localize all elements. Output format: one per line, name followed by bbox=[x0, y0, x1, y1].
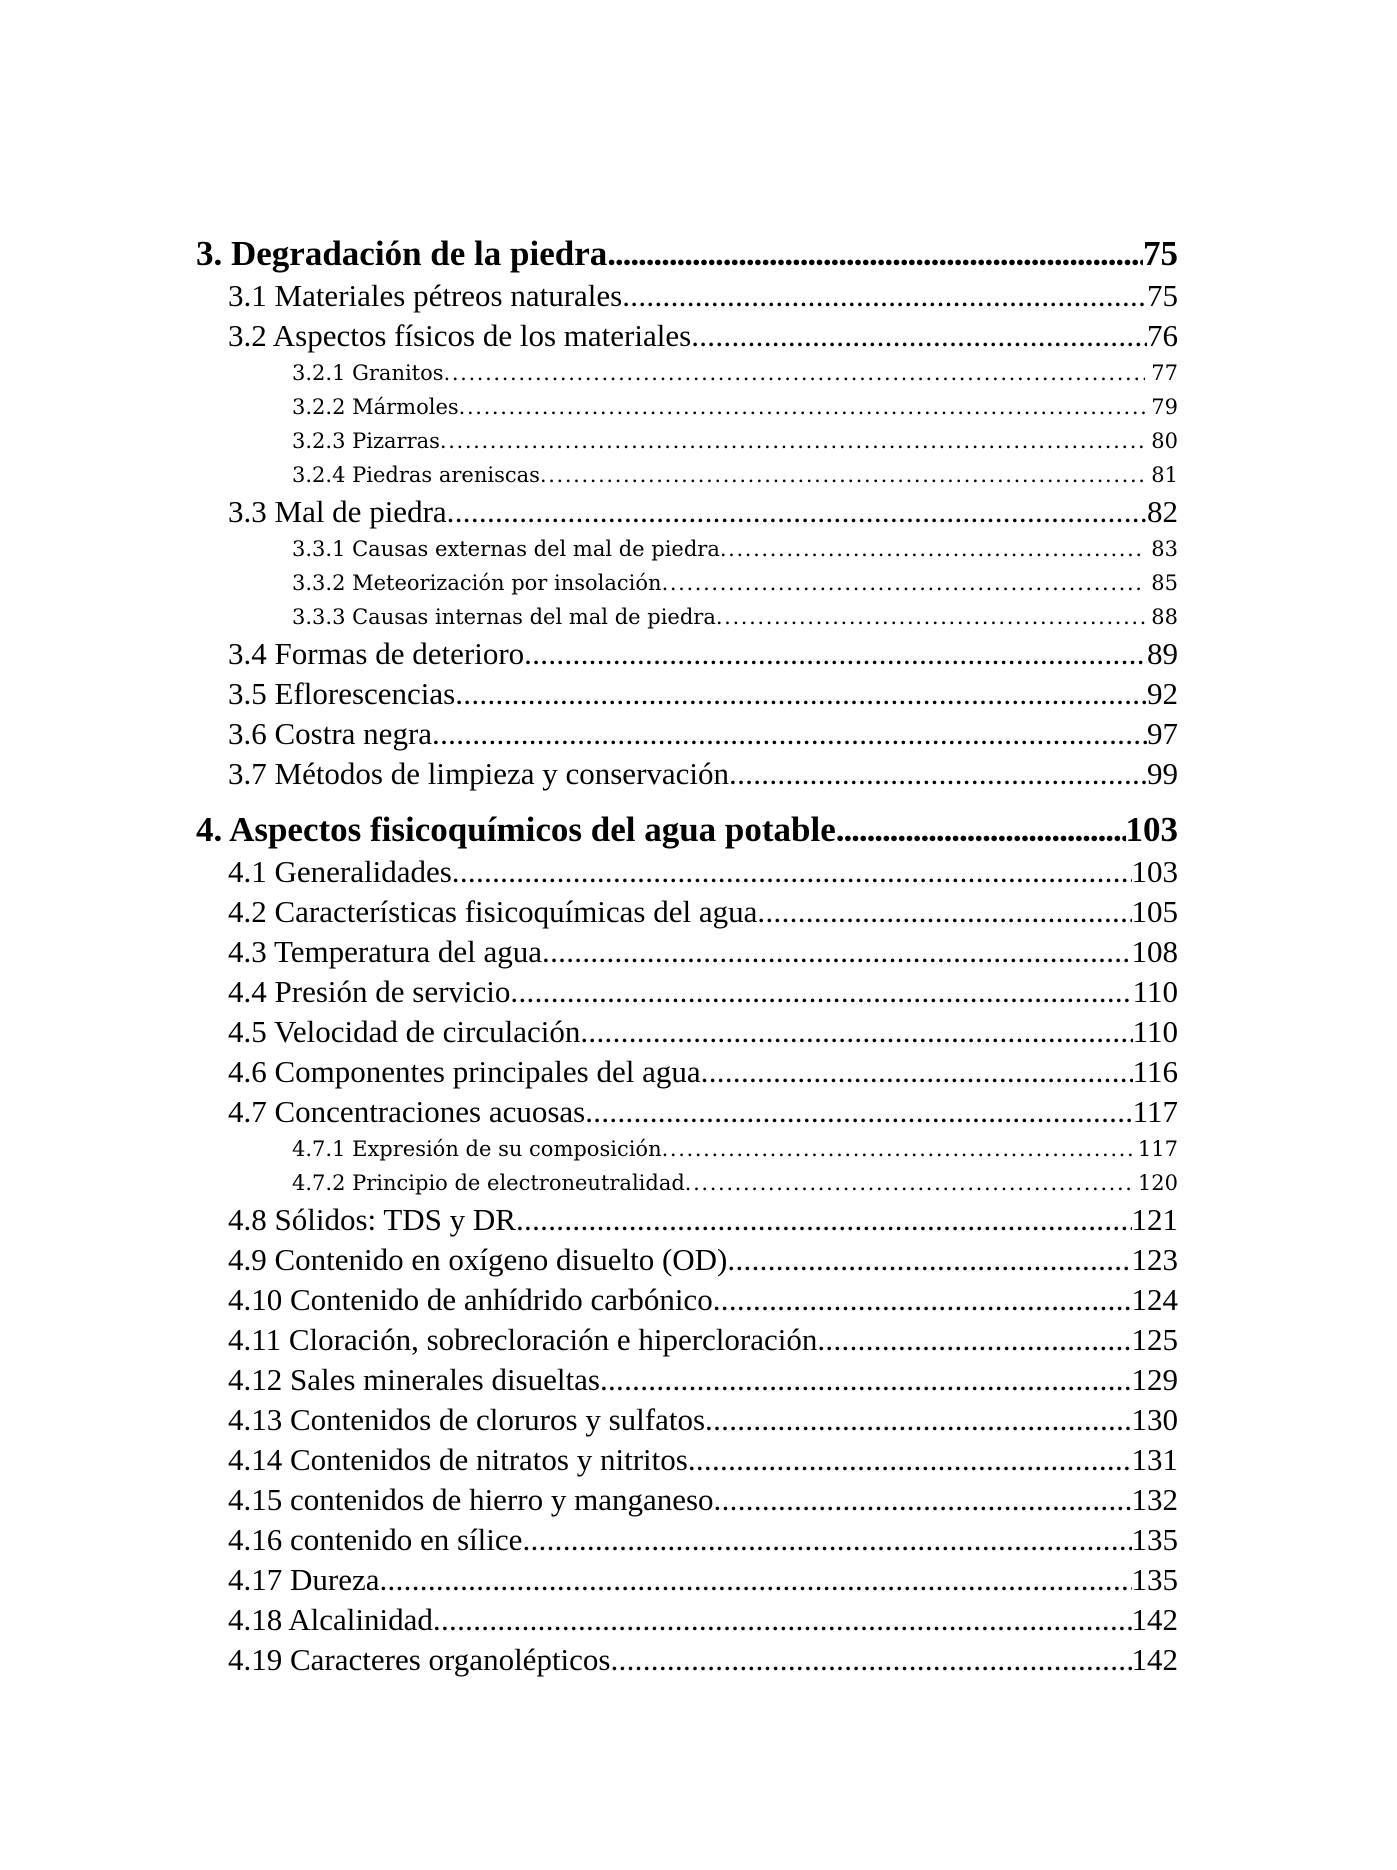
toc-entry-title: 3.2 Aspectos físicos de los materiales bbox=[228, 318, 692, 353]
toc-entry-title: 4.5 Velocidad de circulación bbox=[228, 1014, 581, 1049]
toc-subsection-entry[interactable] bbox=[196, 600, 1178, 634]
dot-leader bbox=[727, 1240, 1131, 1280]
dot-leader bbox=[444, 356, 1146, 390]
toc-entry-page-number: 103 bbox=[1125, 810, 1178, 849]
toc-entry-title: 3.5 Eflorescencias bbox=[228, 676, 456, 711]
toc-entry-page-number: 110 bbox=[1132, 974, 1178, 1009]
toc-entry-page-number: 99 bbox=[1147, 756, 1178, 791]
toc-section-entry[interactable] bbox=[196, 1640, 1178, 1680]
toc-section-entry[interactable] bbox=[196, 492, 1178, 532]
toc-entry-page-number: 142 bbox=[1131, 1642, 1178, 1677]
toc-section-entry[interactable] bbox=[196, 852, 1178, 892]
toc-entry-page-number: 105 bbox=[1131, 894, 1178, 929]
dot-leader bbox=[433, 1600, 1132, 1640]
toc-entry-page-number: 97 bbox=[1147, 716, 1178, 751]
toc-entry-title: 4.18 Alcalinidad bbox=[228, 1602, 433, 1637]
dot-leader bbox=[459, 390, 1146, 424]
toc-subsection-entry[interactable] bbox=[196, 1132, 1178, 1166]
toc-subsection-entry[interactable] bbox=[196, 532, 1178, 566]
toc-entry-page-number: 124 bbox=[1131, 1282, 1178, 1317]
dot-leader bbox=[585, 1092, 1132, 1132]
dot-leader bbox=[685, 1166, 1132, 1200]
table-of-contents bbox=[196, 232, 1178, 1680]
toc-subsection-entry[interactable] bbox=[196, 390, 1178, 424]
toc-section-entry[interactable] bbox=[196, 1440, 1178, 1480]
toc-entry-title: 4.4 Presión de servicio bbox=[228, 974, 511, 1009]
toc-entry-page-number: 135 bbox=[1131, 1562, 1178, 1597]
chapter-spacer bbox=[196, 794, 1178, 808]
toc-subsection-entry[interactable] bbox=[196, 458, 1178, 492]
toc-entry-page-number: 81 bbox=[1151, 463, 1178, 487]
toc-entry-title: 3.2.1 Granitos bbox=[292, 361, 444, 385]
toc-section-entry[interactable] bbox=[196, 1200, 1178, 1240]
toc-section-entry[interactable] bbox=[196, 1092, 1178, 1132]
toc-entry-page-number: 135 bbox=[1131, 1522, 1178, 1557]
toc-entry-title: 3.1 Materiales pétreos naturales bbox=[228, 278, 623, 313]
dot-leader bbox=[455, 674, 1147, 714]
toc-entry-page-number: 88 bbox=[1151, 605, 1178, 629]
toc-section-entry[interactable] bbox=[196, 674, 1178, 714]
toc-entry-page-number: 108 bbox=[1131, 934, 1178, 969]
toc-entry-page-number: 125 bbox=[1131, 1322, 1178, 1357]
toc-section-entry[interactable] bbox=[196, 1320, 1178, 1360]
toc-section-entry[interactable] bbox=[196, 1012, 1178, 1052]
toc-section-entry[interactable] bbox=[196, 1600, 1178, 1640]
dot-leader bbox=[540, 458, 1145, 492]
dot-leader bbox=[720, 532, 1145, 566]
dot-leader bbox=[510, 972, 1132, 1012]
toc-entry-title: 3.3.1 Causas externas del mal de piedra bbox=[292, 537, 720, 561]
toc-entry-title: 4.9 Contenido en oxígeno disuelto (OD) bbox=[228, 1242, 728, 1277]
toc-section-entry[interactable] bbox=[196, 932, 1178, 972]
toc-section-entry[interactable] bbox=[196, 276, 1178, 316]
toc-entry-title: 4.16 contenido en sílice bbox=[228, 1522, 523, 1557]
dot-leader bbox=[452, 852, 1132, 892]
toc-entry-title: 3.7 Métodos de limpieza y conservación bbox=[228, 756, 730, 791]
toc-entry-page-number: 80 bbox=[1151, 429, 1178, 453]
toc-entry-title: 4.3 Temperatura del agua bbox=[228, 934, 543, 969]
toc-entry-page-number: 75 bbox=[1143, 234, 1178, 273]
dot-leader bbox=[716, 600, 1145, 634]
toc-entry-page-number: 130 bbox=[1131, 1402, 1178, 1437]
toc-entry-page-number: 117 bbox=[1132, 1094, 1178, 1129]
dot-leader bbox=[542, 932, 1131, 972]
toc-section-entry[interactable] bbox=[196, 1520, 1178, 1560]
toc-entry-page-number: 117 bbox=[1137, 1137, 1178, 1161]
toc-entry-page-number: 120 bbox=[1137, 1171, 1178, 1195]
dot-leader bbox=[622, 276, 1147, 316]
toc-entry-title: 4.11 Cloración, sobrecloración e hipercloración bbox=[228, 1322, 818, 1357]
dot-leader bbox=[817, 1320, 1131, 1360]
chapter-heading[interactable] bbox=[196, 808, 1178, 852]
toc-subsection-entry[interactable] bbox=[196, 356, 1178, 390]
dot-leader bbox=[522, 1520, 1131, 1560]
dot-leader bbox=[432, 714, 1147, 754]
dot-leader bbox=[713, 1280, 1132, 1320]
toc-section-entry[interactable] bbox=[196, 1480, 1178, 1520]
toc-entry-title: 4.13 Contenidos de cloruros y sulfatos bbox=[228, 1402, 706, 1437]
dot-leader bbox=[757, 892, 1131, 932]
toc-entry-page-number: 142 bbox=[1131, 1602, 1178, 1637]
toc-entry-page-number: 75 bbox=[1147, 278, 1178, 313]
toc-section-entry[interactable] bbox=[196, 1240, 1178, 1280]
toc-entry-page-number: 131 bbox=[1131, 1442, 1178, 1477]
toc-subsection-entry[interactable] bbox=[196, 424, 1178, 458]
toc-entry-title: 3.6 Costra negra bbox=[228, 716, 433, 751]
dot-leader bbox=[380, 1560, 1132, 1600]
toc-section-entry[interactable] bbox=[196, 1280, 1178, 1320]
dot-leader bbox=[600, 1360, 1132, 1400]
dot-leader bbox=[701, 1052, 1133, 1092]
toc-entry-page-number: 76 bbox=[1147, 318, 1178, 353]
dot-leader bbox=[607, 232, 1143, 276]
toc-entry-title: 3.2.2 Mármoles bbox=[292, 395, 459, 419]
toc-entry-title: 4.2 Características fisicoquímicas del agua bbox=[228, 894, 758, 929]
toc-section-entry[interactable] bbox=[196, 1052, 1178, 1092]
dot-leader bbox=[524, 634, 1147, 674]
dot-leader bbox=[714, 1480, 1132, 1520]
toc-entry-page-number: 83 bbox=[1151, 537, 1178, 561]
dot-leader bbox=[688, 1440, 1132, 1480]
toc-section-entry[interactable] bbox=[196, 892, 1178, 932]
dot-leader bbox=[447, 492, 1147, 532]
toc-entry-title: 4.7.1 Expresión de su composición bbox=[292, 1137, 662, 1161]
toc-section-entry[interactable] bbox=[196, 754, 1178, 794]
chapter-heading[interactable] bbox=[196, 232, 1178, 276]
dot-leader bbox=[662, 566, 1146, 600]
toc-subsection-entry[interactable] bbox=[196, 1166, 1178, 1200]
toc-entry-title: 3.4 Formas de deterioro bbox=[228, 636, 525, 671]
toc-entry-page-number: 116 bbox=[1132, 1054, 1178, 1089]
toc-entry-title: 4.1 Generalidades bbox=[228, 854, 452, 889]
toc-entry-page-number: 82 bbox=[1147, 494, 1178, 529]
toc-subsection-entry[interactable] bbox=[196, 566, 1178, 600]
toc-section-entry[interactable] bbox=[196, 1400, 1178, 1440]
toc-entry-title: 3.2.3 Pizarras bbox=[292, 429, 440, 453]
toc-section-entry[interactable] bbox=[196, 634, 1178, 674]
dot-leader bbox=[662, 1132, 1132, 1166]
toc-entry-title: 3.3.3 Causas internas del mal de piedra bbox=[292, 605, 716, 629]
dot-leader bbox=[705, 1400, 1131, 1440]
toc-entry-page-number: 123 bbox=[1131, 1242, 1178, 1277]
toc-section-entry[interactable] bbox=[196, 316, 1178, 356]
toc-entry-page-number: 85 bbox=[1151, 571, 1178, 595]
toc-entry-title: 4.7.2 Principio de electroneutralidad bbox=[292, 1171, 685, 1195]
toc-entry-title: 3. Degradación de la piedra bbox=[196, 234, 608, 273]
toc-entry-page-number: 129 bbox=[1131, 1362, 1178, 1397]
toc-section-entry[interactable] bbox=[196, 1360, 1178, 1400]
dot-leader bbox=[611, 1640, 1132, 1680]
dot-leader bbox=[729, 754, 1147, 794]
toc-entry-page-number: 77 bbox=[1151, 361, 1178, 385]
dot-leader bbox=[836, 808, 1126, 852]
toc-entry-page-number: 132 bbox=[1131, 1482, 1178, 1517]
toc-entry-title: 4.14 Contenidos de nitratos y nitritos bbox=[228, 1442, 688, 1477]
dot-leader bbox=[580, 1012, 1132, 1052]
toc-entry-title: 3.3.2 Meteorización por insolación bbox=[292, 571, 662, 595]
toc-section-entry[interactable] bbox=[196, 1560, 1178, 1600]
toc-entry-title: 4.19 Caracteres organolépticos bbox=[228, 1642, 611, 1677]
toc-entry-title: 4.15 contenidos de hierro y manganeso bbox=[228, 1482, 714, 1517]
dot-leader bbox=[440, 424, 1145, 458]
toc-entry-title: 4.8 Sólidos: TDS y DR bbox=[228, 1202, 516, 1237]
toc-entry-title: 3.2.4 Piedras areniscas bbox=[292, 463, 540, 487]
toc-entry-title: 4.10 Contenido de anhídrido carbónico bbox=[228, 1282, 713, 1317]
toc-entry-title: 4.6 Componentes principales del agua bbox=[228, 1054, 701, 1089]
toc-section-entry[interactable] bbox=[196, 714, 1178, 754]
toc-entry-title: 4.12 Sales minerales disueltas bbox=[228, 1362, 600, 1397]
toc-entry-page-number: 79 bbox=[1151, 395, 1178, 419]
toc-entry-title: 4.7 Concentraciones acuosas bbox=[228, 1094, 586, 1129]
toc-entry-page-number: 103 bbox=[1131, 854, 1178, 889]
toc-entry-page-number: 110 bbox=[1132, 1014, 1178, 1049]
toc-entry-page-number: 92 bbox=[1147, 676, 1178, 711]
toc-entry-title: 4.17 Dureza bbox=[228, 1562, 380, 1597]
dot-leader bbox=[516, 1200, 1132, 1240]
toc-entry-title: 4. Aspectos fisicoquímicos del agua potable bbox=[196, 810, 836, 849]
dot-leader bbox=[691, 316, 1147, 356]
toc-entry-title: 3.3 Mal de piedra bbox=[228, 494, 447, 529]
toc-section-entry[interactable] bbox=[196, 972, 1178, 1012]
toc-entry-page-number: 121 bbox=[1131, 1202, 1178, 1237]
toc-entry-page-number: 89 bbox=[1147, 636, 1178, 671]
